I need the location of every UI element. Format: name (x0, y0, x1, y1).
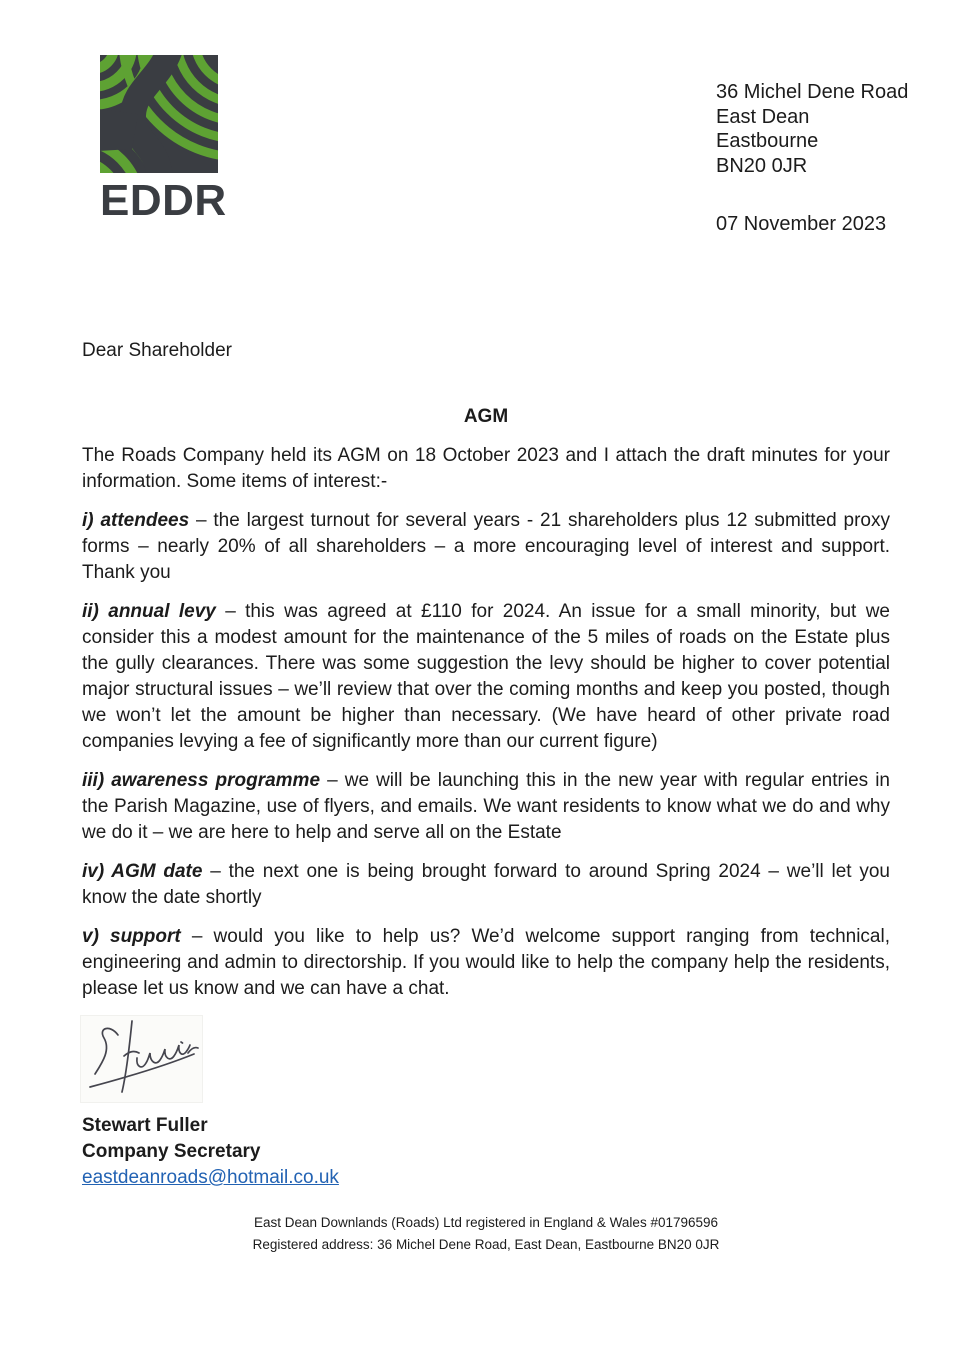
sender-address-line-2: East Dean (716, 105, 810, 128)
logo-wordmark: EDDR (100, 176, 227, 225)
item-annual-levy-text: – this was agreed at £110 for 2024. An issue for a small minority, but we consider this a modest amount for the maintenance of the 5 miles of roads on the Estate plus the gully clearances. There was some suggestion the levy should be higher to cover potential major structural issues – we’ll review that over the coming months and keep you posted, though we won’t let the amount be higher than necessary. (We have heard of other private road companies levying a fee of significantly more than our current figure) (82, 601, 890, 752)
signatory-block (82, 1113, 339, 1191)
letter-heading: AGM (463, 406, 509, 427)
item-awareness-programme-text: – we will be launching this in the new year with regular entries in the Parish Magazine, use of flyers, and emails. We want residents to know what we do and why we do it – we are here to help and serve all on the Estate (82, 770, 890, 843)
item-awareness-programme (82, 768, 890, 846)
item-support (82, 924, 890, 1002)
item-attendees-text: – the largest turnout for several years - 21 shareholders plus 12 submitted proxy forms – nearly 20% of all shareholders – a more encouraging level of interest and support. Thank you (82, 510, 891, 583)
signature-image (80, 1015, 203, 1103)
item-attendees (82, 508, 890, 586)
sender-address-line-1: 36 Michel Dene Road (716, 81, 909, 103)
item-attendees-lead: i) attendees (82, 510, 190, 531)
signatory-name: Stewart Fuller (82, 1115, 208, 1136)
company-logo (100, 55, 226, 223)
footer-line-1: East Dean Downlands (Roads) Ltd registered in England & Wales #01796596 (253, 1215, 719, 1230)
letter-body (82, 338, 890, 1041)
sender-address (716, 80, 908, 178)
item-agm-date-text: – the next one is being brought forward to around Spring 2024 – we’ll let you know the date shortly (82, 861, 890, 908)
registration-footer (82, 1212, 890, 1256)
closing-line (82, 1015, 890, 1041)
roads-fields-logo-icon (100, 55, 226, 173)
item-annual-levy-lead: ii) annual levy (82, 601, 216, 622)
footer-line-2: Registered address: 36 Michel Dene Road, East Dean, Eastbourne BN20 0JR (252, 1237, 720, 1252)
item-annual-levy (82, 599, 890, 755)
salutation: Dear Shareholder (82, 340, 232, 361)
item-agm-date (82, 859, 890, 911)
item-support-lead: v) support (82, 926, 181, 947)
email-link[interactable]: eastdeanroads@hotmail.co.uk (82, 1167, 339, 1188)
item-agm-date-lead: iv) AGM date (82, 861, 203, 882)
intro-paragraph: The Roads Company held its AGM on 18 October 2023 and I attach the draft minutes for your information. Some items of interest:- (82, 445, 890, 492)
sender-address-line-4: BN20 0JR (716, 154, 808, 177)
signatory-title: Company Secretary (82, 1141, 261, 1162)
sender-address-line-3: Eastbourne (716, 130, 819, 152)
item-awareness-programme-lead: iii) awareness programme (82, 770, 321, 791)
letter-date: 07 November 2023 (716, 213, 887, 235)
item-support-text: – would you like to help us? We’d welcome support ranging from technical, engineering and admin to directorship. If you would like to help the company help the residents, please let us know and we can have a chat. (82, 926, 890, 999)
